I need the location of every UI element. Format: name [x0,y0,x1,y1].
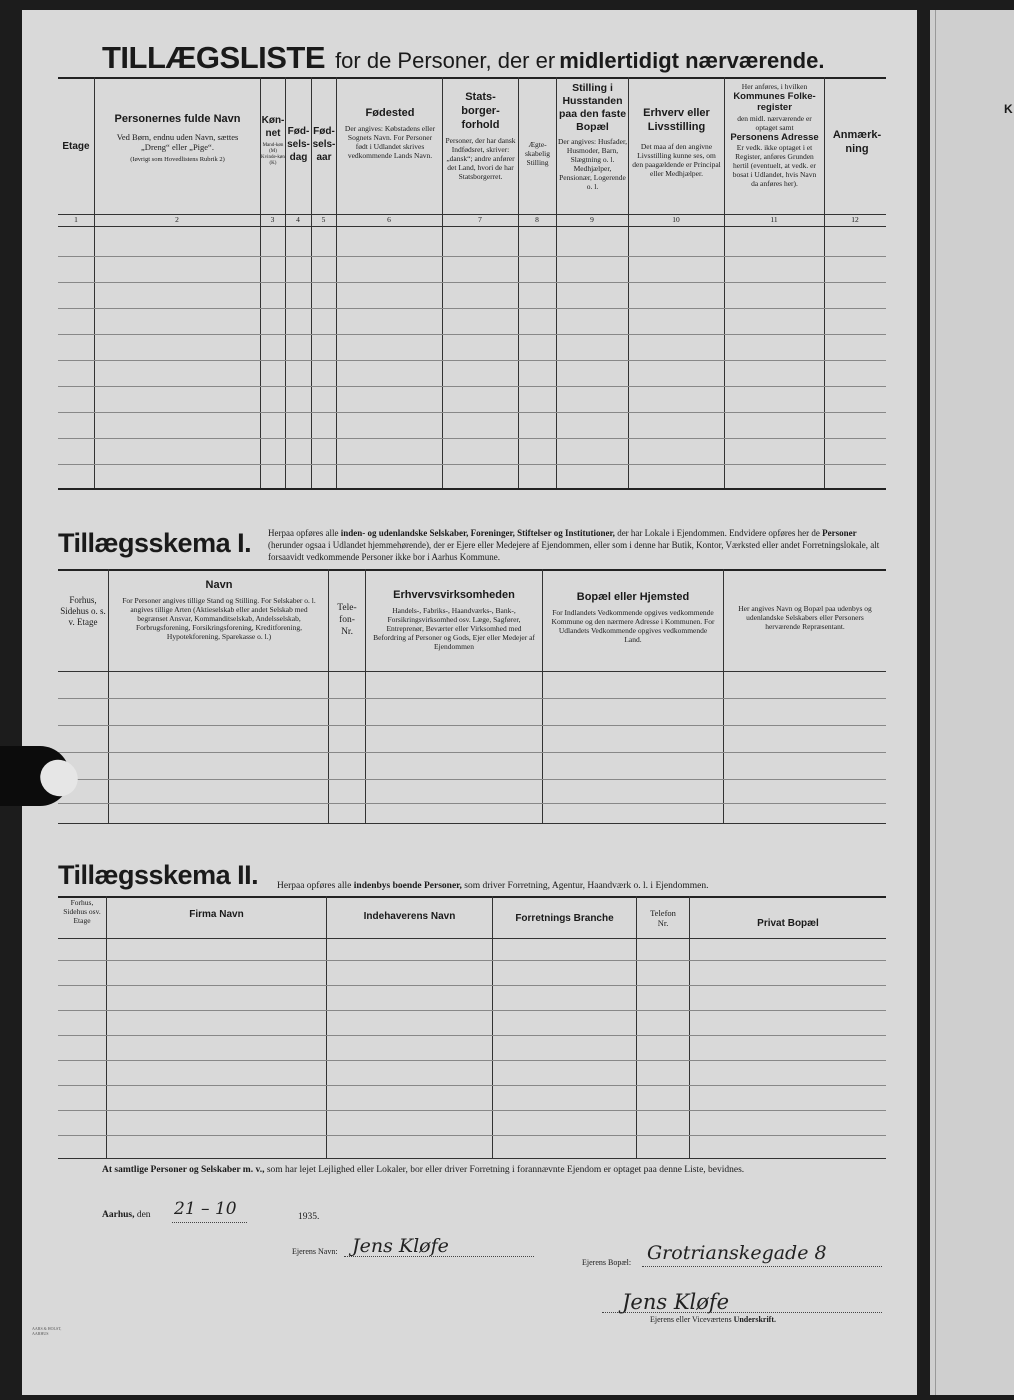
title-rest: for de Personer, der er [335,48,556,73]
form-page [22,10,917,1395]
hdr-name [96,112,259,164]
hdr-register-pre: Her anføres, i hvilken [741,82,808,91]
desc-part-bold: Personer [822,528,857,538]
desc-part: Herpaa opføres alle [268,528,339,538]
desc-part: Herpaa opføres alle [277,881,352,891]
owner-address-line [642,1266,882,1267]
s1-hdr-representative: Her angives Navn og Bopæl paa udenbys og udenlandske Selskabers eller Personers herværende Repræsentant. [738,604,872,631]
desc-part: som driver Forretning, Agentur, Haandværk o. l. i Ejendommen. [464,881,709,891]
col-number: 9 [590,215,594,224]
form-title [102,40,922,76]
printer-mark: AARS & HOLST, AARHUS [32,1326,62,1336]
s2-hdr-private-address: Privat Bopæl [757,918,819,929]
s1-hdr-name-sub: For Personer angives tillige Stand og Stilling. For Selskaber o. l. angives tillige Arten (Aktieselskab eller andet Selskab med begrænset Ansvar, Kommanditselskab, Andelsselskab, Forbrugsforening, Forsikringsforening, Kreditforening, Hypotekforening, Sparekasse o. l.) [122,596,316,641]
hdr-marital: Ægte-skabelig Stilling [525,140,550,167]
s2-hdr-floor: Forhus, Sidehus osv. Etage [63,898,101,925]
year: 1935. [298,1212,320,1222]
hdr-birthday: Fød-sels-dag [287,126,310,163]
s2-hdr-branch: Forretnings Branche [515,913,614,924]
s1-hdr-phone: Tele-fon-Nr. [337,603,357,637]
hdr-sex [261,114,285,167]
signature-label-text: Ejerens eller Viceværtens [650,1315,732,1324]
hdr-citizenship-sub: Personer, der har dansk Indfødsret, skriver: „dansk“; andre anfører det Land, hvori de har Statsborgerret. [445,136,516,181]
hdr-household-sub: Der angives: Husfader, Husmoder, Barn, Slægtning o. l. Medhjælper, Pensionær, Logerende o. l. [557,137,628,191]
s1-hdr-residence-sub: For Indlandets Vedkommende opgives vedkommende Kommune og den nærmere Adresse i Kommunen. For Udlandets Vedkommende opgives vedkommende Land. [551,608,715,644]
col-number: 4 [296,215,300,224]
s2-hdr-phone: Telefon Nr. [650,908,676,928]
col-number: 6 [387,215,391,224]
col-number: 3 [270,215,275,224]
date-handwritten: 21 – 10 [174,1199,237,1219]
signature-handwritten: Jens Kløfe [622,1290,730,1314]
owner-address-handwritten: Grotrianskegade 8 [647,1242,827,1264]
hdr-name-sub2: (Iøvrigt som Hovedlistens Rubrik 2) [130,156,225,163]
hdr-birthplace-sub: Der angives: Købstadens eller Sognets Navn. For Personer født i Udlandet skrives vedkommende Lands Navn. [344,124,436,160]
hdr-name-title: Personernes fulde Navn [114,113,241,125]
hdr-register [725,82,824,188]
schema-2-title: Tillægsskema II. [58,860,259,890]
hdr-occupation-sub: Det maa af den angivne Livsstilling kunne ses, om den paagældende er Principal eller Medhjælper. [632,142,721,178]
s1-hdr-floor: Forhus, Sidehus o. s. v. Etage [60,595,106,627]
statement-bold: At samtlige Personer og Selskaber m. v., [102,1165,265,1175]
hdr-register-sub2: Er vedk. ikke optaget i et Register, anføres Grunden hertil (eventuelt, at vedk. er bosat i Udlandet, hvis Navn da anføres her). [732,143,817,188]
s1-hdr-name [110,578,328,641]
hdr-citizenship-title: Stats-borger-forhold [461,91,500,131]
hdr-birthyear: Fød-sels-aar [312,126,336,163]
den: den [136,1210,151,1220]
hdr-citizenship [443,90,518,181]
attestation-text [102,1165,902,1175]
hdr-occupation-title: Erhverv eller Livsstilling [643,107,710,133]
adjacent-page [930,10,1014,1395]
col-number: 12 [851,215,859,224]
desc-part: (herunder ogsaa i Udlandet hjemmehørende), der er Ejere eller Medejere af Ejendommen, eller som i denne har Butik, Kontor, Værksted eller andet Forretningslokale, alt forsaavidt vedkommende Personer ikke bor i Aarhus Kommune. [268,540,880,562]
desc-part-bold: inden- og udenlandske Selskaber, Foreninger, Stiftelser og Institutioner, [340,528,615,538]
hdr-sex-sub: Mand-køn (M) Kvinde-køn (K) [261,143,285,166]
owner-name-label: Ejerens Navn: [292,1247,338,1256]
s2-hdr-owner: Indehaverens Navn [363,911,456,922]
schema-1-title: Tillægsskema I. [58,528,252,558]
schema-2-description [277,881,887,891]
hdr-household [557,82,628,191]
s1-hdr-business [366,588,542,651]
adjacent-page-fragment: K [1004,102,1013,116]
s1-hdr-business-title: Erhvervsvirksomheden [393,589,515,601]
date-line-dots [172,1222,247,1223]
col-number: 8 [535,215,539,224]
col-number: 1 [74,215,78,224]
col-number: 11 [770,215,778,224]
col-number: 10 [672,215,680,224]
col-number: 7 [478,215,482,224]
hdr-birthplace [338,106,442,160]
s2-hdr-firm: Firma Navn [189,909,244,920]
s1-hdr-residence-title: Bopæl eller Hjemsted [576,591,690,603]
place: Aarhus, [102,1210,135,1220]
title-rest-bold: midlertidigt nærværende. [559,48,825,73]
hdr-sex-title: Køn-net [261,115,285,139]
hdr-birthplace-title: Fødested [365,107,415,119]
title-main: TILLÆGSLISTE [102,40,326,75]
signature-label [650,1315,776,1324]
col-number: 5 [321,215,326,224]
hdr-register-address: Personens Adresse [730,132,819,143]
hdr-name-sub: Ved Børn, endnu uden Navn, sættes „Dreng“ eller „Pige“. [116,132,239,152]
desc-part: der har Lokale i Ejendommen. [617,528,727,538]
hdr-household-title: Stilling i Husstanden paa den faste Bopæl [558,82,627,133]
hdr-etage: Etage [62,141,90,152]
desc-part: Endvidere opføres her de [729,528,820,538]
col-number: 2 [175,215,179,224]
hdr-register-title: Kommunes Folke-register [733,91,816,113]
hdr-occupation [629,106,724,178]
s1-hdr-residence [543,590,723,644]
date-line [102,1210,151,1220]
owner-name-handwritten: Jens Kløfe [352,1235,449,1257]
s1-hdr-business-sub: Handels-, Fabriks-, Haandværks-, Bank-, Forsikringsvirksomhed osv. Læge, Sagfører, Entreprenør, Beværter eller Virksomhed med Befordring af Personer og Gods, Ejer eller Medejer af Ejendommen [373,606,535,651]
hdr-remarks: Anmærk-ning [832,129,882,155]
owner-address-label: Ejerens Bopæl: [582,1258,632,1267]
schema-1-description [268,527,884,563]
hdr-register-sub: den midl. nærværende er optaget samt [737,114,812,132]
s1-hdr-name-title: Navn [205,579,233,591]
statement-text: som har lejet Lejlighed eller Lokaler, bor eller driver Forretning i forannævnte Ejendom er optaget paa denne Liste, bevidnes. [266,1165,745,1175]
signature-label-bold: Underskrift. [733,1315,777,1324]
desc-part-bold: indenbys boende Personer, [353,881,462,891]
